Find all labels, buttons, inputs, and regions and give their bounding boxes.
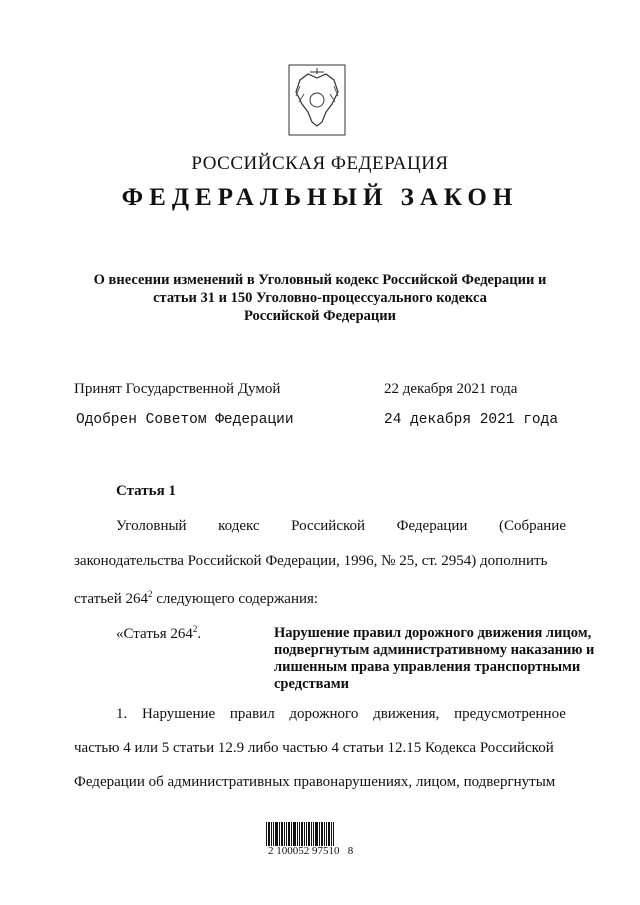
barcode-bar <box>297 822 298 846</box>
quote-title <box>274 625 594 693</box>
barcode-bar <box>331 822 332 846</box>
word: кодекс <box>218 518 260 534</box>
barcode-bar <box>286 822 287 846</box>
word: движения, <box>373 706 440 722</box>
barcode-bar <box>291 822 292 846</box>
barcode-bar <box>328 822 330 846</box>
word: правил <box>229 706 275 722</box>
paragraph-line: законодательства Российской Федерации, 1996, № 25, ст. 2954) дополнить <box>74 553 548 569</box>
barcode-bar <box>306 822 307 846</box>
word: предусмотренное <box>454 706 566 722</box>
barcode-bar <box>293 822 296 846</box>
quote-title-line: подвергнутым административному наказанию и <box>274 642 595 658</box>
barcode-bar <box>315 822 318 846</box>
barcode <box>266 822 342 846</box>
paragraph-line <box>116 518 566 535</box>
text: «Статья 264 <box>116 626 193 642</box>
title-line: Российской Федерации <box>243 308 396 324</box>
quote-title-line: средствами <box>274 676 349 692</box>
barcode-bar <box>324 822 325 846</box>
duma-label: Принят Государственной Думой <box>74 381 281 397</box>
article-heading: Статья 1 <box>116 483 176 499</box>
duma-date: 22 декабря 2021 года <box>384 381 518 397</box>
document-type: ФЕДЕРАЛЬНЫЙ ЗАКОН <box>121 184 519 211</box>
barcode-bar <box>268 822 270 846</box>
superscript: 2 <box>148 589 153 599</box>
barcode-bar <box>304 822 305 846</box>
barcode-bar <box>266 822 267 846</box>
council-label: Одобрен Советом Федерации <box>76 412 294 428</box>
word: Уголовный <box>116 518 187 534</box>
barcode-bar <box>284 822 285 846</box>
barcode-number: 2 100052 97510 8 <box>268 845 354 857</box>
word: Российской <box>291 518 366 534</box>
barcode-bar <box>273 822 274 846</box>
barcode-bar <box>288 822 290 846</box>
superscript: 2 <box>192 624 198 634</box>
barcode-bar <box>313 822 314 846</box>
country-name: РОССИЙСКАЯ ФЕДЕРАЦИЯ <box>191 153 449 174</box>
paragraph-line: частью 4 или 5 статьи 12.9 либо частью 4 статьи 12.15 Кодекса Российской <box>74 740 554 756</box>
barcode-bar <box>281 822 283 846</box>
paragraph-line <box>116 706 566 723</box>
word: Федерации <box>396 518 468 534</box>
text: следующего содержания: <box>152 591 319 607</box>
barcode-bar <box>319 822 320 846</box>
coat-of-arms-emblem <box>288 64 346 136</box>
barcode-bar <box>271 822 272 846</box>
council-date: 24 декабря 2021 года <box>384 412 559 428</box>
title-line: О внесении изменений в Уголовный кодекс Российской Федерации и <box>93 272 547 288</box>
word: Нарушение <box>141 706 216 722</box>
barcode-bar <box>301 822 303 846</box>
quote-title-line: лишенным права управления транспортными <box>274 659 581 675</box>
quote-prefix <box>116 624 201 643</box>
text: статьей 264 <box>74 591 148 607</box>
barcode-bar <box>279 822 280 846</box>
barcode-bar <box>275 822 278 846</box>
paragraph-line <box>74 589 318 608</box>
barcode-bar <box>333 822 334 846</box>
word: 1. <box>116 706 128 722</box>
barcode-bar <box>311 822 312 846</box>
text: . <box>197 626 202 642</box>
word: (Собрание <box>498 518 566 534</box>
barcode-bar <box>299 822 300 846</box>
barcode-bar <box>326 822 327 846</box>
paragraph-line: Федерации об административных правонарушениях, лицом, подвергнутым <box>74 774 556 790</box>
word: дорожного <box>289 706 359 722</box>
barcode-bar <box>321 822 323 846</box>
title-line: статьи 31 и 150 Уголовно-процессуального кодекса <box>153 290 487 306</box>
quote-title-line: Нарушение правил дорожного движения лицом, <box>274 625 592 641</box>
barcode-bar <box>308 822 310 846</box>
